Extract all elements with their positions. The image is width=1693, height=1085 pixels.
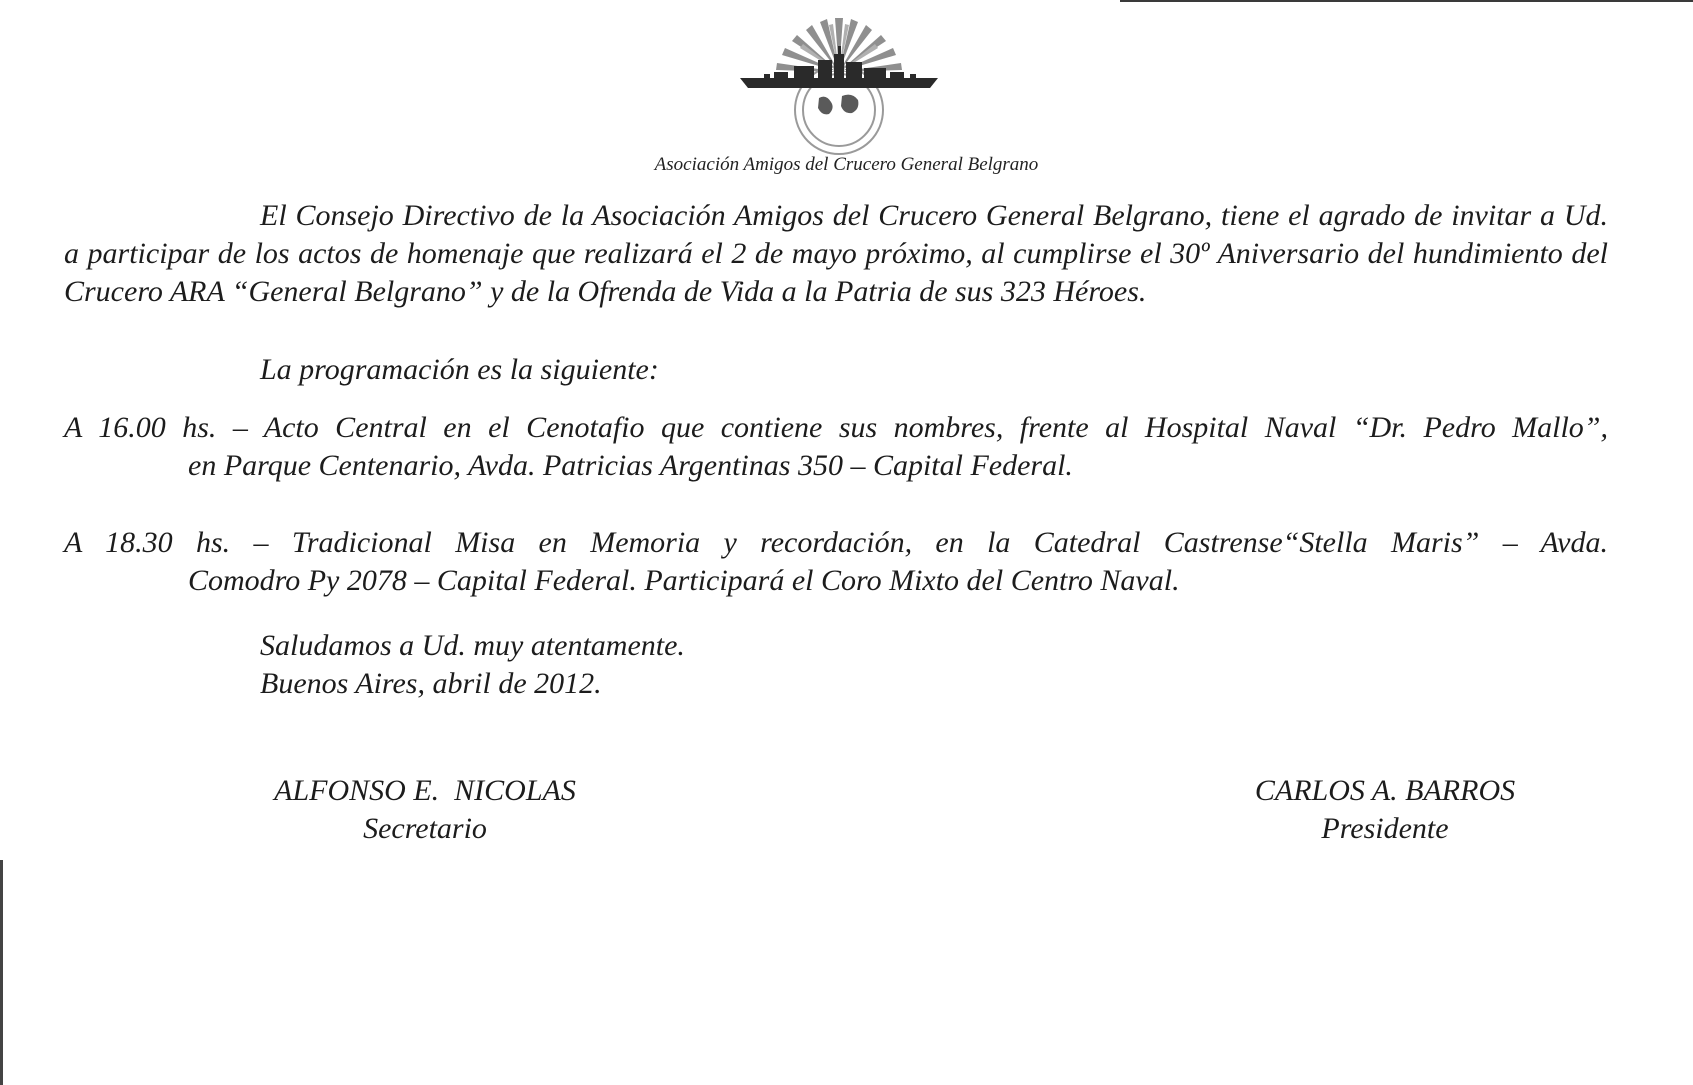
- schedule-item-line: Comodro Py 2078 – Capital Federal. Participará el Coro Mixto del Centro Naval.: [188, 564, 1180, 597]
- signatory-president: [1225, 772, 1545, 848]
- programming-label: La programación es la siguiente:: [260, 353, 659, 386]
- islands-icon: [818, 95, 858, 115]
- association-logo: [734, 10, 944, 160]
- schedule-item-line: A 16.00 hs. – Acto Central en el Cenotafio que contiene sus nombres, frente al Hospital Naval “Dr. Pedro Mallo”,: [64, 411, 1608, 444]
- schedule-item-line: A 18.30 hs. – Tradicional Misa en Memoria y recordación, en la Catedral Castrense“Stella Maris” – Avda.: [64, 526, 1608, 559]
- schedule-item: [64, 409, 1608, 485]
- signatory-name: ALFONSO E. NICOLAS: [274, 774, 576, 807]
- schedule-item: [64, 524, 1608, 600]
- organization-caption: Asociación Amigos del Crucero General Belgrano: [654, 154, 1039, 175]
- closing-greeting: Saludamos a Ud. muy atentamente.: [260, 629, 685, 662]
- scan-edge-top: [1120, 0, 1693, 2]
- signatory-secretary: [255, 772, 595, 848]
- scan-edge-left: [0, 860, 3, 1085]
- closing-block: [260, 627, 685, 703]
- signatory-name: CARLOS A. BARROS: [1254, 774, 1516, 807]
- place-date: Buenos Aires, abril de 2012.: [260, 667, 602, 700]
- schedule-item-line: en Parque Centenario, Avda. Patricias Argentinas 350 – Capital Federal.: [188, 449, 1073, 482]
- cruiser-silhouette-icon: [740, 46, 938, 88]
- signatory-role: Secretario: [363, 812, 487, 845]
- signatory-role: Presidente: [1321, 812, 1449, 845]
- invitation-paragraph: El Consejo Directivo de la Asociación Amigos del Crucero General Belgrano, tiene el agrado de invitar a Ud. a participar de los actos de homenaje que realizará el 2 de mayo próximo, al cumplirse el 30º Aniversario del hundimiento del Crucero ARA “General Belgrano” y de la Ofrenda de Vida a la Patria de sus 323 Héroes.: [64, 199, 1608, 308]
